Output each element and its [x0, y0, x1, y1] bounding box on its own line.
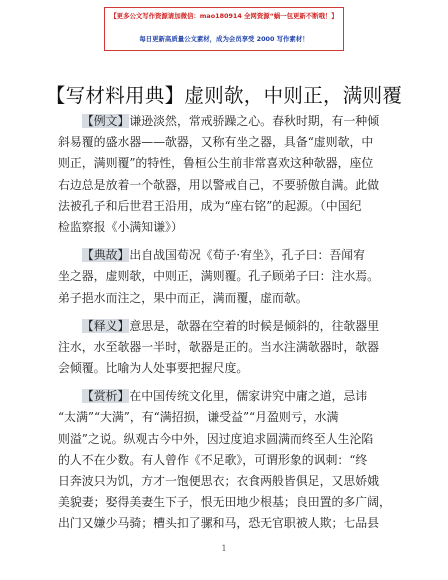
- text-line: 右边总是放着一个欹器，用以警戒自己，不要骄傲自满。此做: [58, 177, 380, 192]
- text-line: 斜易覆的盛水器——欹器，又称有坐之器，具备“虚则欹，中: [58, 135, 374, 150]
- text-line: 弟子挹水而注之，果中而正，满而覆，虚而欹。: [58, 290, 308, 305]
- text-line: [58, 245, 398, 266]
- line-text: 在中国传统文化里，儒家讲究中庸之道，忌讳: [129, 389, 368, 404]
- text-line: [58, 111, 398, 132]
- banner-line-1: 【更多公文写作资源请加微信：mao180914 全网资源“蜗一包更新不断哦！】: [110, 12, 338, 20]
- text-line: 则正，满则覆”的特性，鲁桓公生前非常喜欢这种欹器，座位: [58, 156, 374, 171]
- text-line: 检监察报《小满知谦》）: [58, 219, 183, 234]
- text-line: 出门又嫌少马骑；槽头扣了骡和马，恐无官职被人欺；七品县: [58, 516, 380, 531]
- line-text: 意思是，欹器在空着的时候是倾斜的，往欹器里: [129, 318, 380, 333]
- section-tag: 【典故】: [81, 248, 130, 263]
- text-line: 则溢”之说。纵观古今中外，因过度追求圆满而终至人生沦陷: [58, 431, 374, 446]
- line-text: 谦逊淡然，常戒骄躁之心。春秋时期，有一种倾: [129, 114, 380, 128]
- text-line: 日奔波只为饥，方才一饱便思衣；衣食两般皆俱足，又思娇娥: [58, 474, 380, 488]
- text-line: 注水，水至欹器一半时，欹器是正的。当水注满欹器时，欹器: [58, 339, 380, 354]
- article-body: [58, 111, 398, 535]
- section-tag: 【赏析】: [81, 389, 130, 404]
- page-number: 1: [221, 544, 227, 553]
- section-tag: 【例文】: [81, 114, 130, 128]
- promo-banner: [104, 7, 344, 51]
- page-title: 【写材料用典】虚则欹，中则正，满则覆: [45, 84, 403, 107]
- banner-line-2: 每日更新高质量公文素材，成为会员享受 2000 写作素材！: [139, 35, 309, 43]
- section-tag: 【释义】: [81, 318, 130, 333]
- text-line: 坐之器，虚则欹，中则正，满则覆。孔子顾弟子曰：注水焉。: [58, 269, 380, 284]
- text-line: 美貌妻；娶得美妻生下子，恨无田地少根基；良田置的多广阔，: [58, 495, 391, 510]
- text-line: 会倾覆。比喻为人处事要把握尺度。: [58, 361, 249, 376]
- text-line: [58, 386, 398, 407]
- text-line: “太满”“大满”，有“满招损，谦受益”“月盈则亏，水满: [58, 410, 339, 425]
- line-text: 出自战国荀况《荀子·宥坐》，孔子曰：吾闻宥: [129, 248, 366, 263]
- text-line: 法被孔子和后世君王沿用，成为“座右铭”的起源。（中国纪: [58, 198, 362, 213]
- text-line: [58, 316, 398, 337]
- text-line: 的人不在少数。有人曾作《不足歌》，可谓形象的讽刺：“终: [58, 452, 368, 467]
